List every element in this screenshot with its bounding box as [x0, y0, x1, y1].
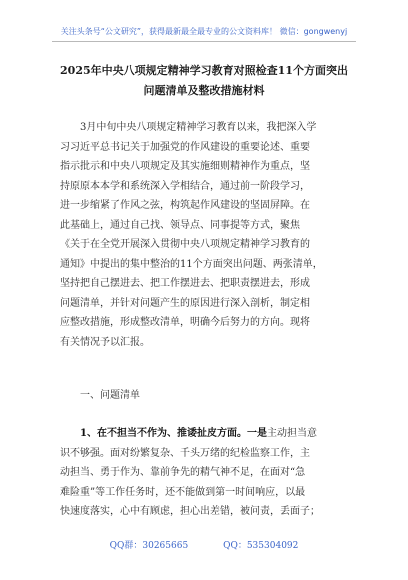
header-divider: [52, 41, 356, 42]
intro-line: 问题清单，并针对问题产生的原因进行深入剖析，制定相: [60, 297, 310, 309]
item1-paragraph: [60, 424, 350, 522]
intro-line: 指示批示和中央八项规定及其实施细则精神作为重点，坚: [60, 161, 310, 172]
intro-line: 坚持把自己摆进去、把工作摆进去、把职责摆进去，形成: [60, 278, 310, 289]
intro-line: 此基础上，通过自己找、领导点、同事提等方式，聚焦: [60, 219, 300, 231]
item1-lead: 1、在不担当不作为、推诿扯皮方面。一是: [80, 428, 267, 439]
intro-line: 有关情况予以汇报。: [60, 336, 150, 348]
item1-line: 难险重”等工作任务时，还不能做到第一时间响应，以最: [60, 486, 306, 498]
header-banner: 关注头条号“公文研究”，获得最新最全最专业的公文资料库！ 微信：gongwenyj: [60, 27, 348, 36]
intro-line: 3月中旬中央八项规定精神学习教育以来，我把深入学: [80, 122, 317, 133]
section-heading: 一、问题清单: [80, 390, 140, 401]
intro-line: 应整改措施，形成整改清单，明确今后努力的方向。现将: [60, 317, 310, 328]
title-line-1: 2025年中央八项规定精神学习教育对照检查11个方面突出: [60, 64, 348, 77]
intro-paragraph: [60, 118, 350, 352]
item1-line: 识不够强。面对纷繁复杂、千头万绪的纪检监察工作，主: [60, 447, 310, 459]
intro-line: 进一步缩紧了作风之弦，构筑起作风建设的坚固屏障。在: [60, 200, 310, 211]
item1-first-rest: 主动担当意: [266, 428, 317, 439]
footer-qq: QQ：535304092: [223, 541, 299, 551]
intro-line: 持原原本本学和系统深入学相结合，通过前一阶段学习，: [60, 180, 310, 192]
intro-line: 习习近平总书记关于加强党的作风建设的重要论述、重要: [60, 141, 310, 153]
document-title: [40, 60, 368, 99]
item1-line: 快速度落实，心中有顾虑，担心出差错，被问责，丢面子；: [60, 506, 320, 517]
footer-contact: [0, 538, 408, 551]
footer-qq-group: QQ群：30265665: [109, 541, 189, 551]
item1-first-line: [60, 424, 350, 444]
title-line-2: 问题清单及整改措施材料: [143, 83, 265, 97]
intro-line: 《关于在全党开展深入贯彻中央八项规定精神学习教育的: [60, 239, 310, 250]
intro-line: 通知》中提出的集中整治的11个方面突出问题、两张清单，: [60, 258, 323, 270]
item1-line: 动担当、勇于作为、靠前争先的精气神不足，在面对“急: [60, 467, 306, 478]
